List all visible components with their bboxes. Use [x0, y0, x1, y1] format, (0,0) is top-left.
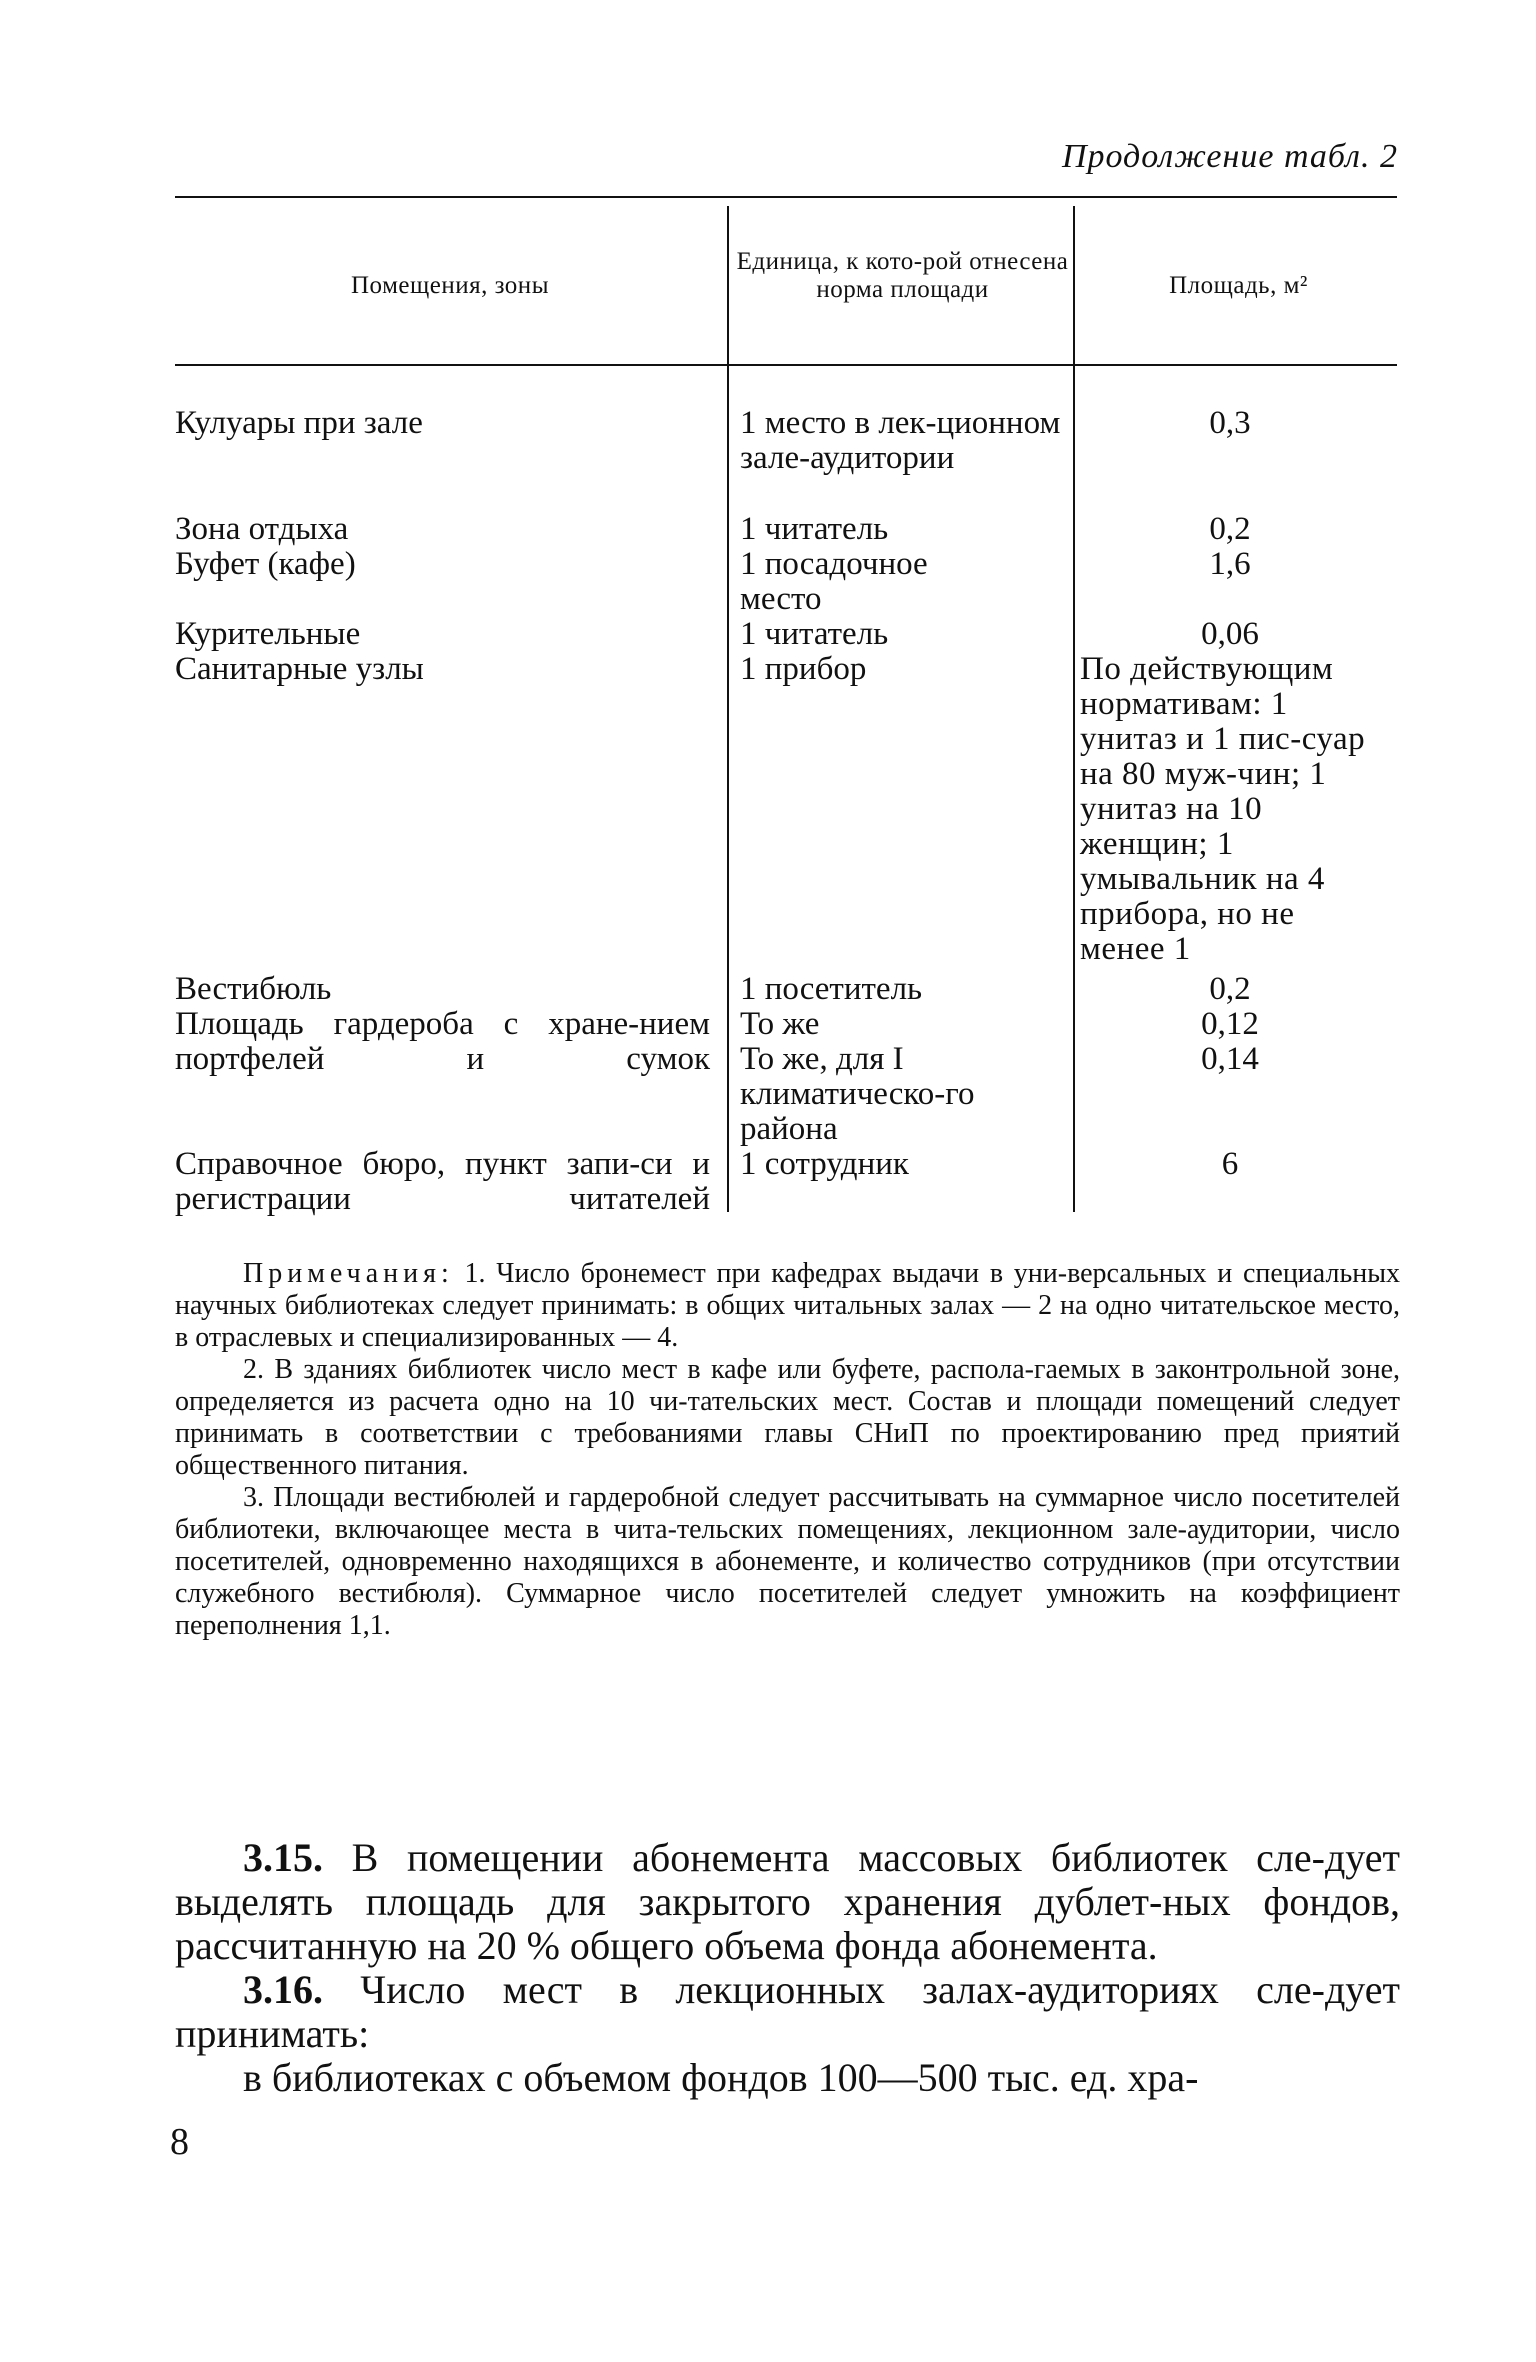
- table-cell-area: 0,06: [1201, 616, 1259, 652]
- table-cell-unit: То же, для I климатическо-го района: [740, 1041, 975, 1147]
- table-cell-unit: 1 читатель: [740, 616, 889, 652]
- table-cell-room: Справочное бюро, пункт запи-си и регистрации читателей: [175, 1146, 710, 1217]
- table-continuation-label: Продолжение табл. 2: [1061, 138, 1398, 175]
- table-header-rule: [175, 364, 1397, 366]
- table-cell-unit: 1 сотрудник: [740, 1146, 909, 1182]
- table-cell-room: Курительные: [175, 616, 361, 652]
- table-cell-room: Буфет (кафе): [175, 546, 356, 582]
- notes-label: Примечания:: [243, 1258, 454, 1289]
- table-cell-area: 1,6: [1209, 546, 1251, 582]
- table-cell-unit: 1 читатель: [740, 511, 889, 547]
- table-cell-area: 6: [1221, 1146, 1239, 1182]
- page-number: 8: [170, 2121, 189, 2163]
- body-text: [175, 1836, 1400, 2100]
- table-column-divider-1: [727, 206, 729, 1212]
- paragraph-text: Число мест в лекционных залах-аудиториях сле-дует принимать:: [175, 1967, 1400, 2056]
- table-cell-unit: 1 прибор: [740, 651, 867, 687]
- table-cell-room: Санитарные узлы: [175, 651, 424, 687]
- table-header-unit: Единица, к кото-рой отнесена норма площади: [736, 248, 1069, 303]
- table-cell-unit: То же: [740, 1006, 820, 1042]
- note-1-text: 1. Число бронемест при кафедрах выдачи в уни-версальных и специальных научных библиотеках следует принимать: в общих читальных залах — 2 на одно читательское место, в отраслевых и специализированных — 4.: [175, 1258, 1401, 1353]
- table-cell-unit: 1 посетитель: [740, 971, 923, 1007]
- table-cell-room: Кулуары при зале: [175, 405, 423, 441]
- table-cell-area: 0,2: [1209, 971, 1251, 1007]
- table-cell-area: 0,2: [1209, 511, 1251, 547]
- table-cell-room: Площадь гардероба с хране-нием портфелей и сумок: [175, 1006, 710, 1077]
- table-cell-area: 0,3: [1209, 405, 1251, 441]
- table-cell-area: По действующим нормативам: 1 унитаз и 1 пис-суар на 80 муж-чин; 1 унитаз на 10 женщин; 1 умывальник на 4 прибора, но не менее 1: [1080, 651, 1366, 967]
- paragraph-3-16: [175, 1968, 1400, 2056]
- table-header-area: Площадь, м²: [1169, 272, 1308, 299]
- table-notes: [175, 1258, 1400, 1642]
- paragraph-3-15: [175, 1836, 1400, 1968]
- note-3: 3. Площади вестибюлей и гардеробной следует рассчитывать на суммарное число посетителей библиотеки, включающее места в чита-тельских помещениях, лекционном зале-аудитории, число посетителей, одновременно находящихся в абонементе, и количество сотрудников (при отсутствии служебного вестибюля). Суммарное число посетителей следует умножить на коэффициент переполнения 1,1.: [175, 1482, 1400, 1641]
- paragraph-3-16-continuation: в библиотеках с объемом фондов 100—500 тыс. ед. хра-: [243, 2055, 1199, 2100]
- table-cell-area: 0,14: [1201, 1041, 1259, 1077]
- table-cell-unit: 1 место в лек-ционном зале-аудитории: [740, 405, 1061, 476]
- table-cell-room: Зона отдыха: [175, 511, 349, 547]
- table-column-divider-2: [1073, 206, 1075, 1212]
- paragraph-text: В помещении абонемента массовых библиотек сле-дует выделять площадь для закрытого хранения дублет-ных фондов, рассчитанную на 20 % общего объема фонда абонемента.: [175, 1835, 1400, 1968]
- paragraph-number: 3.15.: [243, 1835, 323, 1880]
- note-2: 2. В зданиях библиотек число мест в кафе или буфете, распола-гаемых в законтрольной зоне, определяется из расчета одно на 10 чи-тательских мест. Состав и площади помещений следует принимать в соответствии с требованиями главы СНиП по проектированию пред приятий общественного питания.: [175, 1354, 1400, 1481]
- table-header-rooms: Помещения, зоны: [350, 272, 549, 299]
- table-cell-area: 0,12: [1201, 1006, 1259, 1042]
- table-cell-unit: 1 посадочное место: [740, 546, 928, 617]
- paragraph-number: 3.16.: [243, 1967, 323, 2012]
- table-cell-room: Вестибюль: [175, 971, 332, 1007]
- table-top-rule: [175, 196, 1397, 198]
- note-1: [175, 1258, 1400, 1354]
